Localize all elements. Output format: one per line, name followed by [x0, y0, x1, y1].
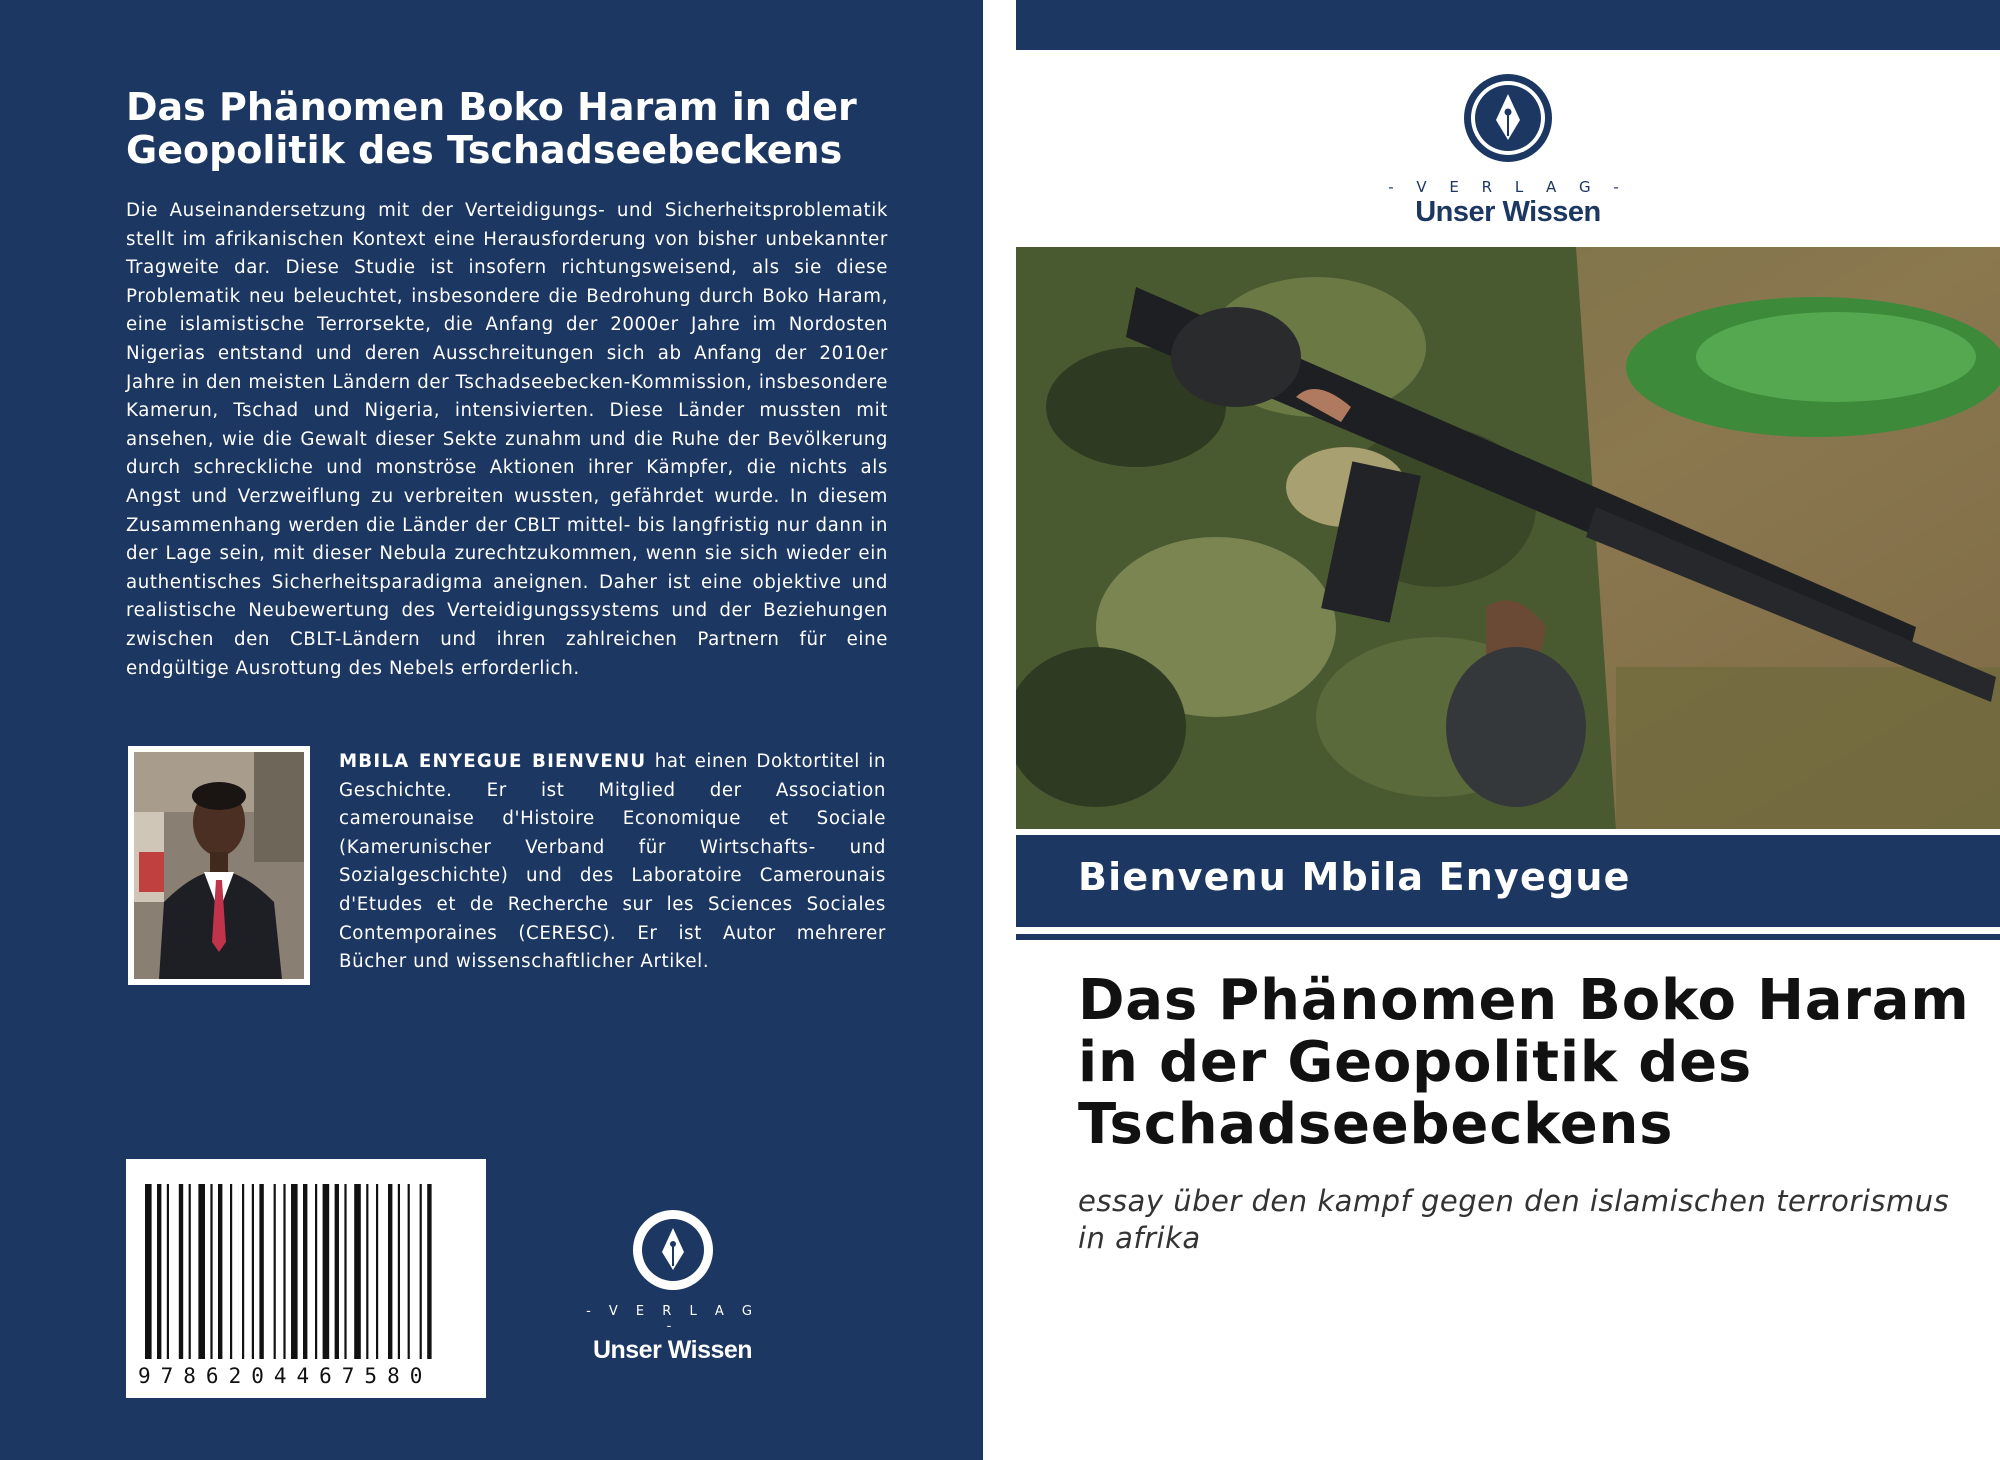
front-cover	[1016, 0, 2000, 1460]
front-verlag-label: - V E R L A G -	[1388, 178, 1628, 196]
isbn-number: 9786204467580	[138, 1364, 433, 1388]
barcode-bar	[274, 1184, 276, 1359]
barcode-bar	[252, 1184, 254, 1359]
fountain-pen-nib-icon	[1462, 72, 1554, 164]
barcode-bar	[420, 1184, 422, 1359]
back-cover-blurb: Die Auseinandersetzung mit der Verteidigungs- und Sicherheitsproblematik stellt im afrikanischen Kontext eine Herausforderung von bisher unbekannter Tragweite dar. Diese Studie ist insofern richtungsweisend, als sie diese Problematik neu beleuchtet, insbesondere die Bedrohung durch Boko Haram, eine islamistische Terrorsekte, die Anfang der 2000er Jahre im Nordosten Nigerias entstand und deren Ausschreitungen sich ab Anfang der 2010er Jahre in den meisten Ländern der Tschadseebecken-Kommission, insbesondere Kamerun, Tschad und Nigeria, intensivierten. Diese Länder mussten mit ansehen, wie die Gewalt dieser Sekte zunahm und die Ruhe der Bevölkerung durch schreckliche und monströse Aktionen ihrer Kämpfer, die nichts als Angst und Verzweiflung zu verbreiten wussten, gefährdet wurde. In diesem Zusammenhang werden die Länder der CBLT mittel- bis langfristig nur dann in der Lage sein, mit dieser Nebula zurechtzukommen, wenn sie sich wieder ein authentisches Sicherheitsparadigma aneignen. Daher ist eine objektive und realistische Neubewertung des Verteidigungssystems und der Beziehungen zwischen den CBLT-Ländern und ihren zahlreichen Partnern für eine endgültige Ausrottung des Nebels erforderlich.	[126, 200, 888, 679]
barcode-bar	[408, 1184, 410, 1359]
soldier-with-rifle-photo	[1016, 247, 2000, 829]
barcode-bar	[218, 1184, 222, 1359]
barcode-bar	[145, 1184, 152, 1359]
barcode-bar	[398, 1184, 400, 1359]
barcode-bar	[344, 1184, 346, 1359]
barcode-bars	[141, 1184, 471, 1364]
barcode-bar	[388, 1184, 392, 1359]
barcode-bar	[335, 1184, 339, 1359]
barcode-bar	[303, 1184, 307, 1359]
divider-rule	[1016, 934, 2000, 940]
barcode-bar	[198, 1184, 205, 1359]
barcode-bar	[366, 1184, 368, 1359]
barcode-bar	[376, 1184, 378, 1359]
barcode-bar	[323, 1184, 330, 1359]
front-publisher-logo	[1356, 72, 1660, 229]
back-verlag-label: - V E R L A G -	[586, 1304, 759, 1334]
barcode-bar	[315, 1184, 317, 1359]
barcode-bar	[189, 1184, 191, 1359]
barcode-bar	[179, 1184, 183, 1359]
barcode-bar	[259, 1184, 263, 1359]
barcode-bar	[427, 1184, 431, 1359]
isbn-barcode	[126, 1159, 486, 1398]
front-publisher-name: Unser Wissen	[1415, 196, 1601, 228]
back-cover	[0, 0, 983, 1460]
author-portrait-photo	[128, 746, 310, 985]
front-title: Das Phänomen Boko Haram in der Geopolitik des Tschadseebeckens	[1078, 968, 1970, 1157]
back-cover-title: Das Phänomen Boko Haram in der Geopolitik des Tschadseebeckens	[126, 85, 857, 172]
author-bio	[339, 748, 886, 977]
fountain-pen-nib-icon	[631, 1208, 715, 1292]
author-bio-name: MBILA ENYEGUE BIENVENU	[339, 751, 647, 772]
barcode-bar	[354, 1184, 361, 1359]
barcode-bar	[157, 1184, 161, 1359]
back-publisher-name: Unser Wissen	[592, 1336, 753, 1364]
barcode-bar	[291, 1184, 298, 1359]
back-publisher-logo	[575, 1208, 770, 1365]
author-band	[1016, 835, 2000, 927]
barcode-bar	[283, 1184, 285, 1359]
front-subtitle: essay über den kampf gegen den islamischen terrorismus in afrika	[1078, 1184, 1950, 1255]
barcode-bar	[242, 1184, 244, 1359]
barcode-bar	[210, 1184, 212, 1359]
author-bio-text: hat einen Doktortitel in Geschichte. Er ist Mitglied der Association camerounaise d'Histoire Economique et Sociale (Kamerunischer Verband für Wirtschafts- und Sozialgeschichte) und des Laboratoire Camerounais d'Etudes et de Recherche sur les Sciences Sociales Contemporaines (CERESC). Er ist Autor mehrerer Bücher und wissenschaftlicher Artikel.	[339, 751, 886, 973]
barcode-bar	[230, 1184, 232, 1359]
barcode-bar	[167, 1184, 169, 1359]
spine	[983, 0, 1016, 1460]
top-bar	[1016, 0, 2000, 50]
front-author-name: Bienvenu Mbila Enyegue	[1078, 855, 1631, 899]
